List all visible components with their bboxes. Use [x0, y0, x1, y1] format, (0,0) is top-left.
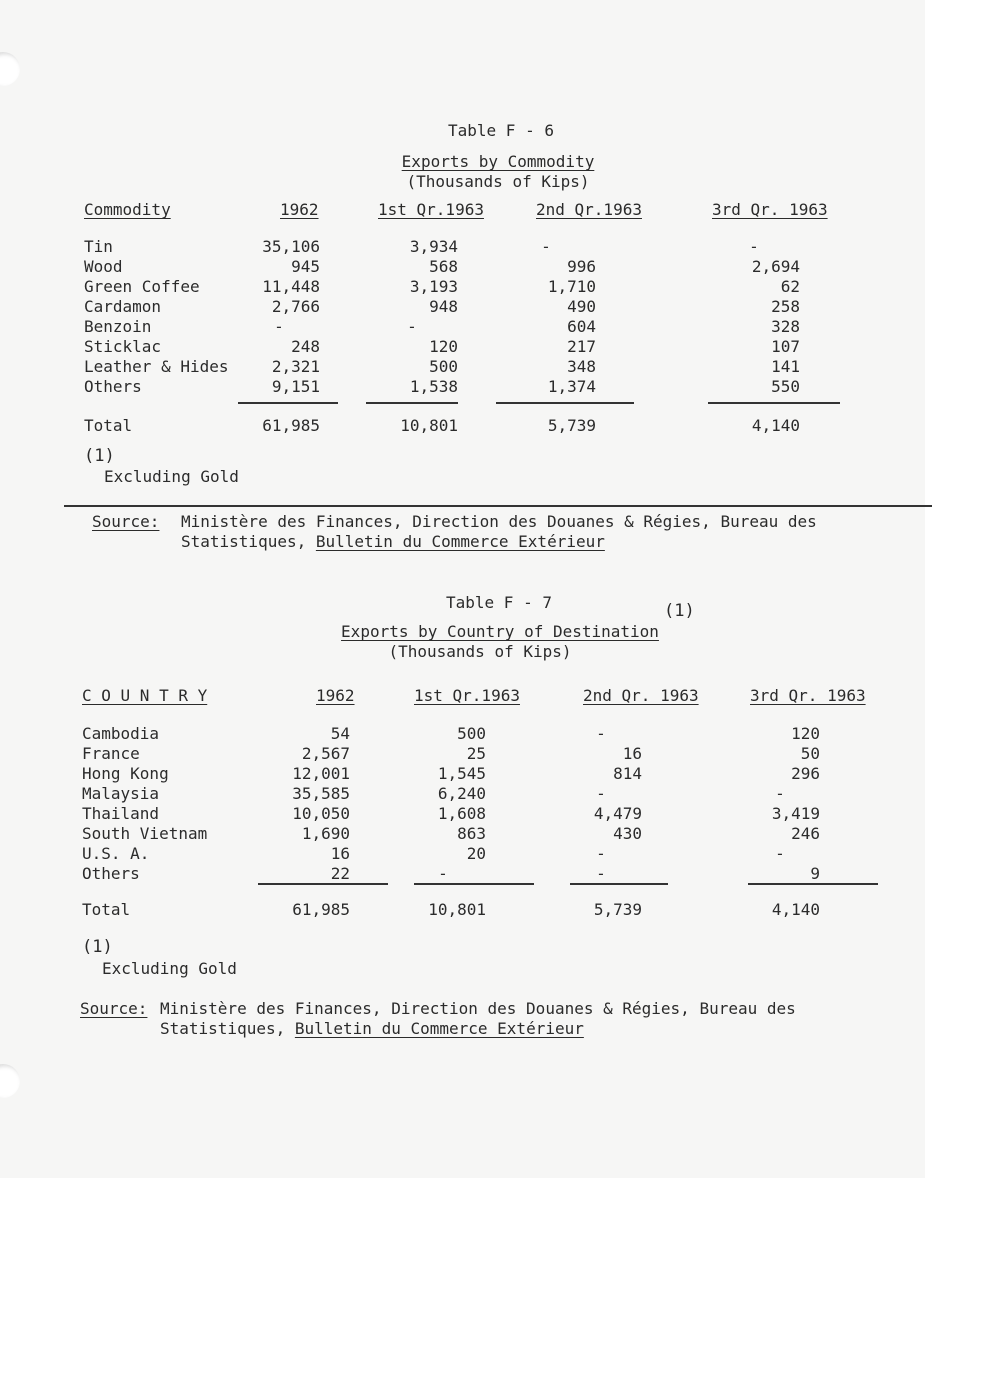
- table-total-row: [0, 416, 925, 436]
- table-cell: 568: [429, 257, 458, 276]
- table-cell: 11,448: [262, 277, 320, 296]
- footnote-mark: (1): [84, 446, 115, 466]
- footnote-mark: (1): [82, 937, 113, 957]
- table-cell: 490: [567, 297, 596, 316]
- table-cell: 16: [330, 844, 350, 863]
- table-cell: 9,151: [271, 377, 320, 396]
- table-total-row: [0, 900, 925, 920]
- table-cell: 6,240: [437, 784, 486, 803]
- table-cell: 258: [771, 297, 800, 316]
- table-cell: 246: [791, 824, 820, 843]
- table-cell: 1,608: [437, 804, 486, 823]
- table-cell: 62: [780, 277, 800, 296]
- row-label: South Vietnam: [82, 824, 208, 843]
- row-label: Green Coffee: [84, 277, 200, 296]
- row-label: Benzoin: [84, 317, 152, 336]
- table-cell: 2,321: [271, 357, 320, 376]
- source-label: Source:: [92, 512, 160, 531]
- table-cell: -: [775, 844, 785, 863]
- table-cell: 16: [622, 744, 642, 763]
- table-row: [0, 337, 925, 357]
- total-cell: 61,985: [292, 900, 350, 919]
- table-cell: 1,710: [547, 277, 596, 296]
- table-cell: -: [596, 864, 606, 883]
- source-label: Source:: [80, 999, 148, 1018]
- table-row: [0, 317, 925, 337]
- table-row: [0, 297, 925, 317]
- table-row: [0, 764, 925, 784]
- source-publication: Bulletin du Commerce Extérieur: [315, 532, 605, 551]
- table-cell: -: [749, 237, 759, 256]
- table-cell: 12,001: [292, 764, 350, 783]
- table-cell: 107: [771, 337, 800, 356]
- table-row: [0, 237, 925, 257]
- table-cell: -: [596, 844, 606, 863]
- total-cell: 5,739: [593, 900, 642, 919]
- table-cell: 25: [466, 744, 486, 763]
- table-cell: 35,585: [292, 784, 350, 803]
- footnote-text: Excluding Gold: [104, 467, 239, 486]
- source-text: Ministère des Finances, Direction des Douanes & Régies, Bureau des: [160, 999, 796, 1018]
- row-label: Wood: [84, 257, 123, 276]
- row-label: Others: [82, 864, 140, 883]
- row-label: U.S. A.: [82, 844, 150, 863]
- total-label: Total: [84, 416, 133, 435]
- table-cell: 500: [429, 357, 458, 376]
- table-cell: 10,050: [292, 804, 350, 823]
- table-row: [0, 864, 925, 884]
- table-row: [0, 724, 925, 744]
- table-cell: 120: [429, 337, 458, 356]
- sum-rule: [496, 402, 634, 404]
- table-cell: 50: [800, 744, 820, 763]
- table-cell: 3,419: [771, 804, 820, 823]
- table-cell: 120: [791, 724, 820, 743]
- table-cell: 1,374: [547, 377, 596, 396]
- table-cell: 814: [613, 764, 642, 783]
- table-cell: 9: [810, 864, 820, 883]
- table-cell: 348: [567, 357, 596, 376]
- column-header: 1st Qr.1963: [414, 686, 520, 705]
- table-row: [0, 744, 925, 764]
- sum-rule: [366, 402, 458, 404]
- table-row: [0, 277, 925, 297]
- column-header: 3rd Qr. 1963: [712, 200, 828, 219]
- table-cell: 2,567: [301, 744, 350, 763]
- table-cell: 248: [291, 337, 320, 356]
- table-cell: 550: [771, 377, 800, 396]
- table-cell: 217: [567, 337, 596, 356]
- row-label: Cardamon: [84, 297, 162, 316]
- table-unit: (Thousands of Kips): [406, 172, 590, 191]
- table-cell: -: [596, 724, 606, 743]
- table-header-row: [0, 686, 925, 706]
- column-header: Commodity: [84, 200, 171, 219]
- table-subtitle: Exports by Country of Destination: [341, 622, 659, 641]
- table-cell: 1,545: [437, 764, 486, 783]
- table-cell: -: [541, 237, 551, 256]
- total-cell: 10,801: [428, 900, 486, 919]
- table-cell: 328: [771, 317, 800, 336]
- section-divider: [64, 505, 932, 507]
- table-unit: (Thousands of Kips): [388, 642, 572, 661]
- table-cell: 20: [466, 844, 486, 863]
- table-row: [0, 377, 925, 397]
- table-cell: 996: [567, 257, 596, 276]
- table-cell: 141: [771, 357, 800, 376]
- sum-rule: [570, 883, 668, 885]
- table-cell: 2,694: [751, 257, 800, 276]
- source-plain: Statistiques,: [160, 1019, 286, 1038]
- total-cell: 4,140: [751, 416, 800, 435]
- total-cell: 5,739: [547, 416, 596, 435]
- table-cell: 430: [613, 824, 642, 843]
- table-row: [0, 844, 925, 864]
- table-title: Table F - 6: [448, 121, 554, 140]
- total-label: Total: [82, 900, 131, 919]
- column-header: 1962: [316, 686, 355, 705]
- table-title-note: (1): [664, 601, 695, 621]
- row-label: Leather & Hides: [84, 357, 229, 376]
- table-cell: 22: [330, 864, 350, 883]
- table-cell: 863: [457, 824, 486, 843]
- table-cell: -: [407, 317, 417, 336]
- table-row: [0, 824, 925, 844]
- sum-rule: [748, 883, 878, 885]
- source-plain: Statistiques,: [181, 532, 307, 551]
- sum-rule: [414, 883, 534, 885]
- row-label: Thailand: [82, 804, 160, 823]
- sum-rule: [238, 402, 338, 404]
- source-publication: Bulletin du Commerce Extérieur: [294, 1019, 584, 1038]
- row-label: Sticklac: [84, 337, 162, 356]
- column-header: 3rd Qr. 1963: [750, 686, 866, 705]
- table-cell: 1,538: [409, 377, 458, 396]
- table-cell: -: [596, 784, 606, 803]
- table-cell: 500: [457, 724, 486, 743]
- row-label: Tin: [84, 237, 113, 256]
- sum-rule: [258, 883, 388, 885]
- source-text-line2: [181, 532, 605, 551]
- table-row: [0, 784, 925, 804]
- column-header: 2nd Qr.1963: [536, 200, 642, 219]
- row-label: Malaysia: [82, 784, 160, 803]
- total-cell: 61,985: [262, 416, 320, 435]
- table-cell: 604: [567, 317, 596, 336]
- total-cell: 4,140: [771, 900, 820, 919]
- total-cell: 10,801: [400, 416, 458, 435]
- column-header: 1962: [280, 200, 319, 219]
- row-label: Cambodia: [82, 724, 160, 743]
- table-cell: 3,934: [409, 237, 458, 256]
- table-cell: 35,106: [262, 237, 320, 256]
- table-cell: 4,479: [593, 804, 642, 823]
- table-cell: 2,766: [271, 297, 320, 316]
- row-label: Hong Kong: [82, 764, 169, 783]
- table-header-row: [0, 200, 925, 220]
- table-cell: -: [438, 864, 448, 883]
- source-text: Ministère des Finances, Direction des Douanes & Régies, Bureau des: [181, 512, 817, 531]
- footnote-text: Excluding Gold: [102, 959, 237, 978]
- table-cell: -: [775, 784, 785, 803]
- table-cell: -: [274, 317, 284, 336]
- column-header: 1st Qr.1963: [378, 200, 484, 219]
- table-cell: 948: [429, 297, 458, 316]
- table-row: [0, 357, 925, 377]
- row-label: France: [82, 744, 140, 763]
- column-header: 2nd Qr. 1963: [583, 686, 699, 705]
- table-cell: 945: [291, 257, 320, 276]
- sum-rule: [708, 402, 840, 404]
- source-text-line2: [160, 1019, 584, 1038]
- table-row: [0, 804, 925, 824]
- table-cell: 3,193: [409, 277, 458, 296]
- table-subtitle: Exports by Commodity: [401, 152, 595, 171]
- row-label: Others: [84, 377, 142, 396]
- table-cell: 54: [330, 724, 350, 743]
- table-row: [0, 257, 925, 277]
- table-cell: 1,690: [301, 824, 350, 843]
- column-header: C O U N T R Y: [82, 686, 208, 705]
- table-cell: 296: [791, 764, 820, 783]
- table-title: Table F - 7: [446, 593, 552, 612]
